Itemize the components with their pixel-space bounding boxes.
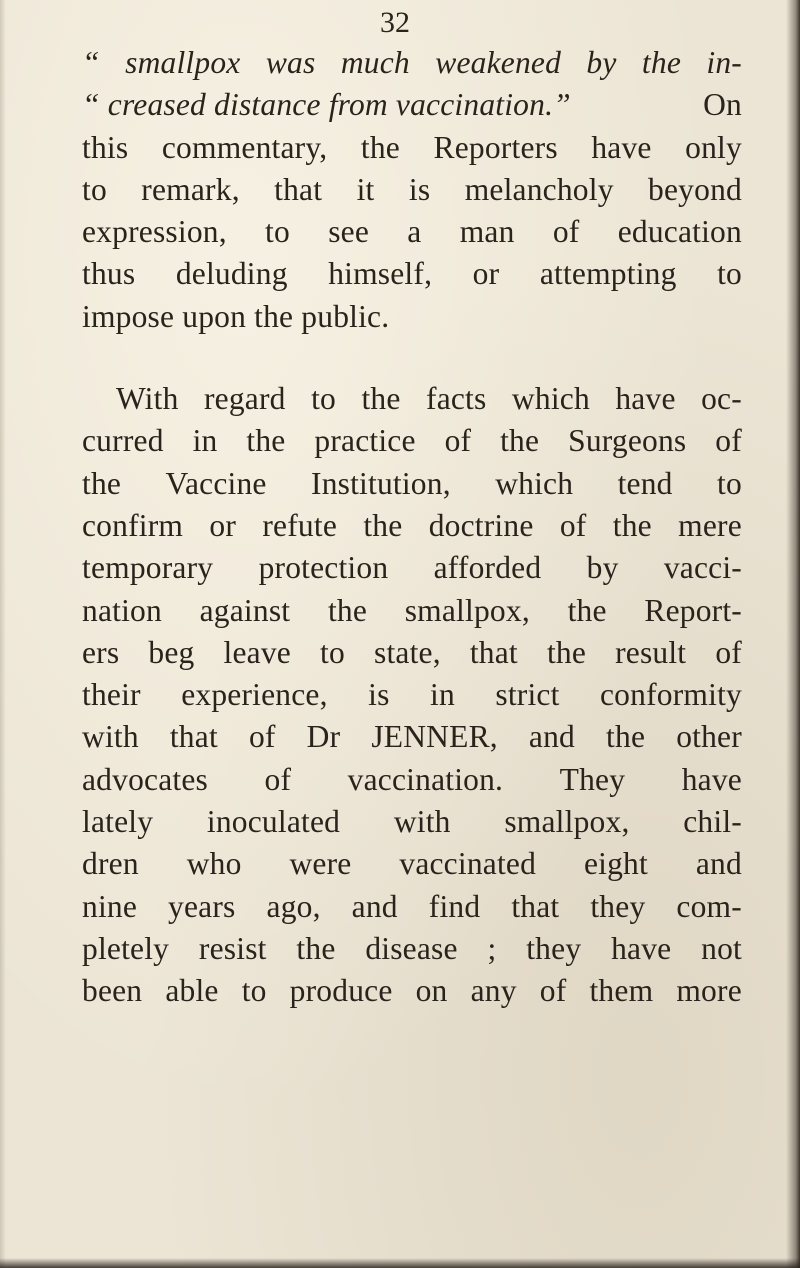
word: the (546, 634, 587, 670)
page-number: 32 (380, 6, 410, 39)
word: by (586, 45, 617, 80)
word: it (356, 171, 375, 207)
word: of (559, 507, 587, 543)
text-line (82, 716, 742, 758)
word: this (82, 129, 129, 165)
word: their (82, 677, 141, 713)
word: that (511, 888, 560, 924)
text-line (82, 463, 742, 505)
text-line (82, 970, 742, 1012)
word: refute (262, 507, 338, 543)
word: the (612, 507, 652, 543)
word: is (408, 171, 431, 207)
word: been (82, 973, 143, 1009)
word: to (320, 634, 345, 670)
word: beg (148, 634, 195, 670)
word: that (469, 634, 518, 670)
word: state, (373, 634, 441, 670)
word: chil- (683, 804, 742, 840)
text-line (82, 801, 742, 843)
line-text (82, 169, 742, 211)
word: They (559, 761, 626, 797)
word: to (717, 465, 742, 501)
word: or (209, 507, 237, 543)
text-line (82, 886, 742, 928)
text-line (82, 590, 742, 632)
word: smallpox (125, 45, 241, 80)
word: expression, (82, 214, 227, 250)
text-line (82, 505, 742, 547)
text-line (82, 127, 742, 169)
word: weakened (435, 45, 562, 80)
word: on (415, 973, 448, 1009)
word: and (528, 719, 575, 755)
text-line (82, 420, 742, 462)
word: facts (426, 381, 487, 417)
word: to (265, 214, 290, 250)
line-text (82, 463, 742, 505)
page-left-edge (0, 0, 6, 1268)
word: resist (198, 930, 267, 966)
word: to (241, 973, 267, 1009)
word: afforded (433, 550, 542, 586)
word: was (265, 45, 316, 80)
word: much (340, 45, 410, 80)
line-text (82, 253, 742, 295)
word: have (611, 930, 672, 966)
word: which (511, 381, 590, 417)
word: find (428, 888, 481, 924)
line-text (82, 886, 742, 928)
line-text (82, 547, 742, 589)
word: Surgeons (568, 423, 687, 459)
word: a (407, 214, 422, 250)
paragraph-gap (82, 338, 742, 378)
word: leave (223, 634, 291, 670)
word: to (311, 381, 336, 417)
text-line (82, 378, 742, 420)
word: see (328, 214, 370, 250)
word: confirm (82, 507, 184, 543)
text-line (82, 674, 742, 716)
line-text (82, 716, 742, 758)
line-text (82, 970, 742, 1012)
word: conformity (600, 677, 742, 713)
word: to (82, 171, 107, 207)
text-line (82, 42, 742, 84)
line-text (82, 420, 742, 462)
word: the (246, 423, 286, 459)
line-text (82, 42, 742, 84)
word: of (248, 719, 276, 755)
word: of (552, 214, 580, 250)
word: vacci- (663, 550, 742, 586)
body-text (82, 42, 742, 1013)
word: commentary, (161, 129, 328, 165)
word: regard (203, 381, 286, 417)
word: the (360, 129, 400, 165)
word: the (641, 45, 682, 80)
word: of (444, 423, 472, 459)
line-text: “ creased distance from vaccination.” (82, 87, 571, 123)
word: deluding (175, 256, 288, 292)
word: the (363, 507, 403, 543)
word: smallpox, (404, 592, 530, 628)
line-text (82, 211, 742, 253)
word: nine (82, 888, 138, 924)
word: beyond (648, 171, 742, 207)
word: not (701, 930, 742, 966)
text-line (82, 843, 742, 885)
word: advocates (82, 761, 208, 797)
word: disease (365, 930, 458, 966)
text-line (82, 169, 742, 211)
word: only (685, 129, 742, 165)
word: them (589, 973, 654, 1009)
word: and (351, 888, 398, 924)
word: thus (82, 256, 136, 292)
word: or (472, 256, 500, 292)
word: and (695, 846, 742, 882)
word: which (495, 465, 574, 501)
line-text (82, 632, 742, 674)
word: curred (82, 423, 164, 459)
word: of (539, 973, 567, 1009)
word: years (168, 888, 236, 924)
text-line (82, 84, 742, 126)
word: JENNER, (371, 719, 498, 755)
word: is (368, 677, 390, 713)
line-text (82, 801, 742, 843)
line-text (82, 505, 742, 547)
text-line (82, 253, 742, 295)
line-text (82, 843, 742, 885)
word: protection (258, 550, 389, 586)
text-line (82, 632, 742, 674)
word: the (500, 423, 540, 459)
word: melancholy (464, 171, 614, 207)
word: Dr (306, 719, 341, 755)
word: they (590, 888, 646, 924)
word: the (567, 592, 607, 628)
word: against (199, 592, 291, 628)
word: of (264, 761, 292, 797)
word: of (715, 423, 742, 459)
word: in (430, 677, 455, 713)
word: remark, (141, 171, 240, 207)
word: by (586, 550, 619, 586)
word: eight (583, 846, 648, 882)
word: of (715, 634, 742, 670)
line-text (82, 590, 742, 632)
word: com- (676, 888, 742, 924)
word: mere (678, 507, 742, 543)
word: attempting (539, 256, 677, 292)
word: Reporters (433, 129, 558, 165)
word: produce (289, 973, 393, 1009)
word: were (289, 846, 352, 882)
word: have (681, 761, 742, 797)
word: temporary (82, 550, 214, 586)
line-text: impose upon the public. (82, 298, 390, 334)
word: practice (314, 423, 416, 459)
line-text-tail: On (703, 87, 742, 123)
text-line (82, 759, 742, 801)
word: ago, (266, 888, 321, 924)
word: oc- (701, 381, 742, 417)
line-text (82, 674, 742, 716)
word: in (192, 423, 218, 459)
word: that (169, 719, 218, 755)
word: they (526, 930, 582, 966)
text-line (82, 211, 742, 253)
word: experience, (181, 677, 328, 713)
word: that (274, 171, 323, 207)
word: have (615, 381, 676, 417)
word: the (82, 465, 122, 501)
line-text (82, 759, 742, 801)
word: the (361, 381, 401, 417)
line-text (82, 127, 742, 169)
word: Report- (644, 592, 742, 628)
word: inoculated (206, 804, 341, 840)
word: other (676, 719, 742, 755)
word: lately (82, 804, 154, 840)
word: pletely (82, 930, 170, 966)
word: education (617, 214, 742, 250)
word: Institution, (311, 465, 451, 501)
word: with (393, 804, 451, 840)
word: who (186, 846, 242, 882)
word: ; (487, 930, 497, 966)
word: vaccination. (347, 761, 504, 797)
word: strict (495, 677, 560, 713)
word: nation (82, 592, 162, 628)
word: any (470, 973, 517, 1009)
line-text (116, 378, 742, 420)
text-line (82, 547, 742, 589)
paragraph-2 (82, 378, 742, 1012)
word: result (615, 634, 687, 670)
word: able (165, 973, 219, 1009)
line-text (82, 928, 742, 970)
word: Vaccine (165, 465, 267, 501)
page-bottom-edge-shadow (0, 1258, 800, 1268)
word: have (591, 129, 652, 165)
word: with (82, 719, 139, 755)
word: tend (617, 465, 673, 501)
word: man (459, 214, 515, 250)
word: smallpox, (504, 804, 630, 840)
word: dren (82, 846, 139, 882)
text-line (82, 296, 742, 338)
word: in- (706, 45, 742, 80)
word: ers (82, 634, 120, 670)
word: doctrine (428, 507, 534, 543)
word: the (296, 930, 336, 966)
word: vaccinated (399, 846, 537, 882)
word: more (676, 973, 742, 1009)
paragraph-1 (82, 42, 742, 338)
text-line (82, 928, 742, 970)
word: the (327, 592, 368, 628)
word: the (606, 719, 646, 755)
word: With (116, 381, 179, 417)
word: to (717, 256, 742, 292)
word: himself, (328, 256, 433, 292)
word: “ (82, 45, 100, 80)
page-right-edge-shadow (786, 0, 800, 1268)
